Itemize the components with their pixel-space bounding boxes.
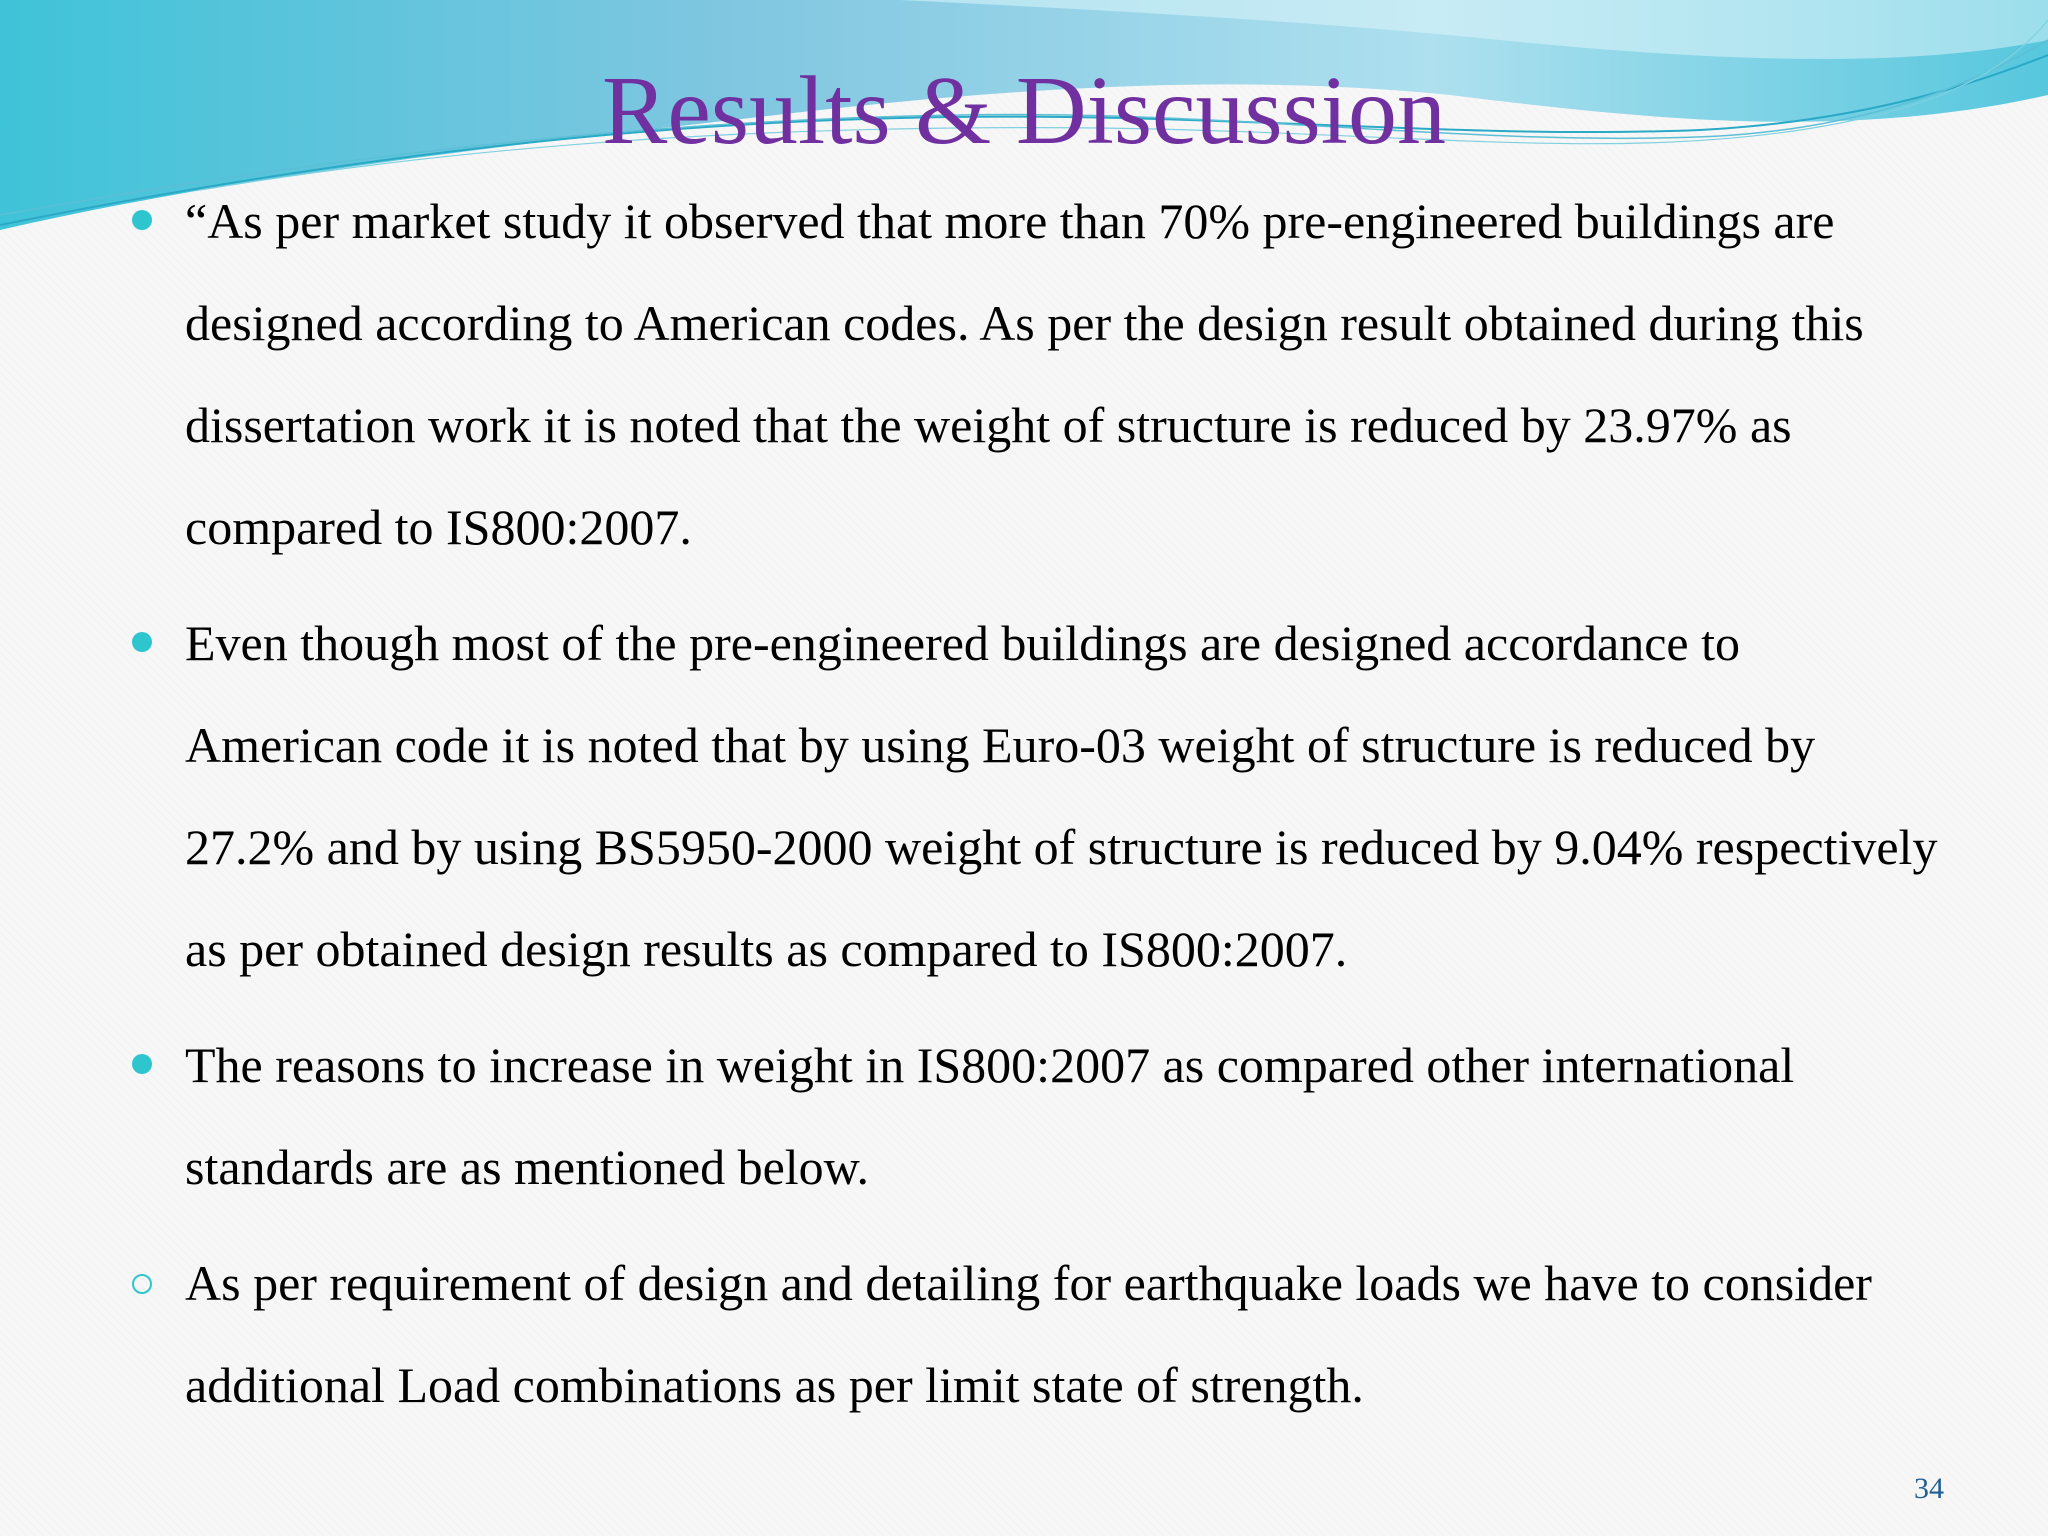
bullet-list (0, 170, 2048, 1436)
bullet-circle-icon (132, 1274, 152, 1294)
bullet-text: “As per market study it observed that more than 70% pre-engineered buildings are designed according to American codes. As per the design result obtained during this dissertation work it is noted that the weight of structure is reduced by 23.97% as compared to IS800:2007. (185, 193, 1864, 555)
bullet-item-1 (0, 170, 1945, 578)
bullet-dot-icon (132, 632, 152, 652)
bullet-text: As per requirement of design and detailing for earthquake loads we have to consider additional Load combinations as per limit state of strength. (185, 1255, 1872, 1413)
page-number: 34 (1914, 1472, 1944, 1505)
bullet-text: Even though most of the pre-engineered buildings are designed accordance to American code it is noted that by using Euro-03 weight of structure is reduced by 27.2% and by using BS5950-2000 weight of structure is reduced by 9.04% respectively as per obtained design results as compared to IS800:2007. (185, 615, 1938, 977)
bullet-item-3 (0, 1014, 1945, 1218)
bullet-item-2 (0, 592, 1945, 1000)
bullet-dot-icon (132, 210, 152, 230)
bullet-text: The reasons to increase in weight in IS800:2007 as compared other international standards are as mentioned below. (185, 1037, 1795, 1195)
sub-bullet-item-1 (0, 1232, 1945, 1436)
bullet-dot-icon (132, 1054, 152, 1074)
slide-title: Results & Discussion (602, 57, 1446, 165)
